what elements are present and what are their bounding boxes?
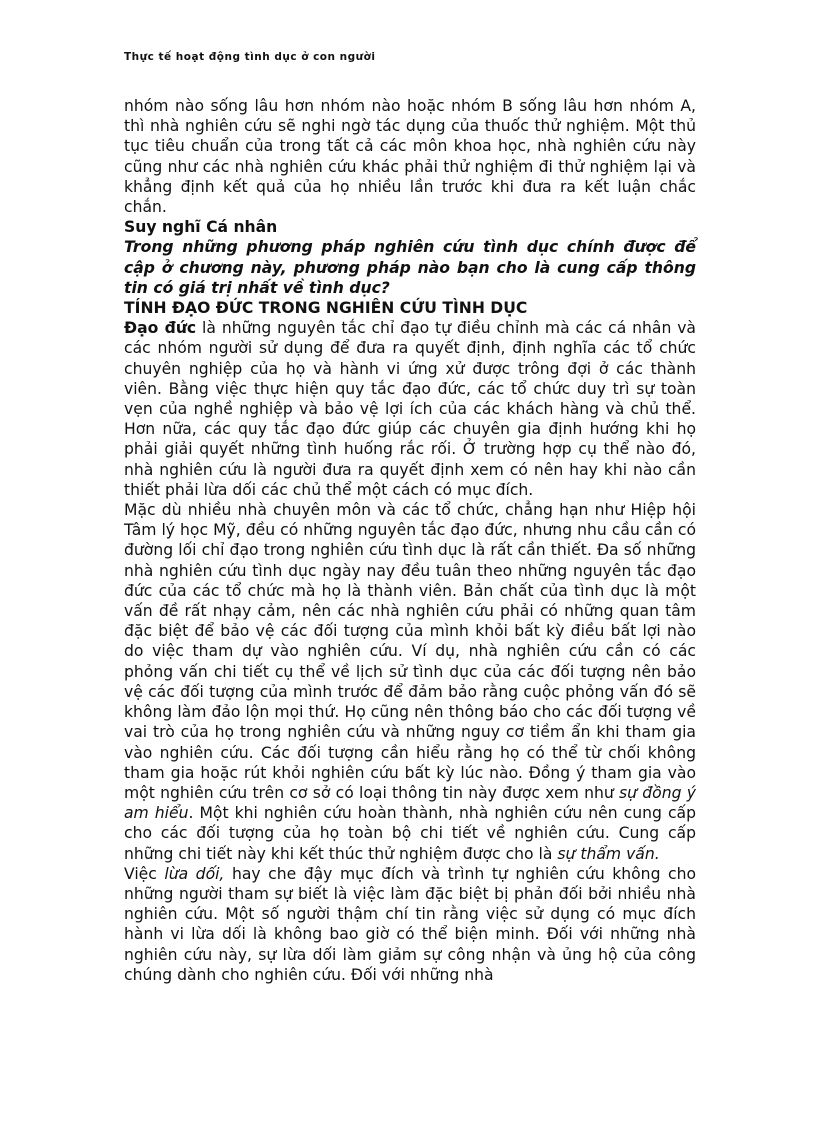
paragraph-text: Mặc dù nhiều nhà chuyên môn và các tổ chức, chẳng hạn như Hiệp hội Tâm lý học Mỹ, đều có những nguyên tắc đạo đức, nhưng nhu cầu cần có đường lối chỉ đạo trong nghiên cứu tình dục là rất cần thiết. Đa số những nhà nghiên cứu tình dục ngày nay đều tuân theo những nguyên tắc đạo đức của các tổ chức mà họ là thành viên. Bản chất của tình dục là một vấn đề rất nhạy cảm, nên các nhà nghiên cứu phải có những quan tâm đặc biệt để bảo vệ các đối tượng của mình khỏi bất kỳ điều bất lợi nào do việc tham dự vào nghiên cứu. Ví dụ, nhà nghiên cứu cần có các phỏng vấn chi tiết cụ thể về lịch sử tình dục của các đối tượng nên bảo vệ các đối tượng của mình trước để đảm bảo rằng cuộc phỏng vấn đó sẽ không làm đảo lộn mọi thứ. Họ cũng nên thông báo cho các đối tượng về vai trò của họ trong nghiên cứu và những nguy cơ tiềm ẩn khi tham gia vào nghiên cứu. Các đối tượng cần hiểu rằng họ có thể từ chối không tham gia hoặc rút khỏi nghiên cứu bất kỳ lúc nào. Đồng ý tham gia vào một nghiên cứu trên cơ sở có loại thông tin này được xem như bbox=[124, 501, 696, 802]
continued-paragraph: nhóm nào sống lâu hơn nhóm nào hoặc nhóm B sống lâu hơn nhóm A, thì nhà nghiên cứu sẽ nghi ngờ tác dụng của thuốc thử nghiệm. Một thủ tục tiêu chuẩn của trong tất cả các môn khoa học, nhà nghiên cứu này cũng như các nhà nghiên cứu khác phải thử nghiệm đi thử nghiệm lại và khẳng định kết quả của họ nhiều lần trước khi đưa ra kết luận chắc chắn. bbox=[124, 97, 696, 217]
term-informed-consent: sự đồng ý am hiểu bbox=[124, 783, 696, 823]
paragraph-text: Việc bbox=[124, 864, 165, 883]
running-header: Thực tế hoạt động tình dục ở con người bbox=[124, 51, 376, 63]
document-body bbox=[124, 96, 696, 985]
paragraph-deception bbox=[124, 864, 696, 985]
paragraph-text: . Một khi nghiên cứu hoàn thành, nhà nghiên cứu nên cung cấp cho các đối tượng của họ toàn bộ chi tiết về nghiên cứu. Cung cấp những chi tiết này khi kết thúc thử nghiệm được cho là bbox=[124, 804, 696, 863]
paragraph-guidelines bbox=[124, 500, 696, 864]
paragraph-text: hay che đậy mục đích và trình tự nghiên cứu không cho những người tham sự biết là việc làm đặc biệt bị phản đối bởi nhiều nhà nghiên cứu. Một số người thậm chí tin rằng việc sử dụng có mục đích hành vi lừa dối là không bao giờ có thể biện minh. Đối với những nhà nghiên cứu này, sự lừa dối làm giảm sự công nhận và ủng hộ của công chúng dành cho nghiên cứu. Đối với những nhà bbox=[124, 864, 696, 984]
term-debriefing: sự thẩm vấn. bbox=[557, 844, 660, 863]
term-ethics: Đạo đức bbox=[124, 319, 197, 338]
reflection-question: Trong những phương pháp nghiên cứu tình dục chính được để cập ở chương này, phương pháp nào bạn cho là cung cấp thông tin có giá trị nhất về tình dục? bbox=[124, 238, 696, 297]
paragraph-ethics-definition bbox=[124, 318, 696, 500]
paragraph-text: là những nguyên tắc chỉ đạo tự điều chỉnh mà các cá nhân và các nhóm người sử dụng để đưa ra quyết định, định nghĩa các tổ chức chuyên nghiệp của họ và hành vi ứng xử được trông đợi ở các thành viên. Bằng việc thực hiện quy tắc đạo đức, các tổ chức duy trì sự toàn vẹn của nghề nghiệp và bảo vệ lợi ích của các khách hàng và chủ thể. Hơn nữa, các quy tắc đạo đức giúp các chuyên gia định hướng khi họ phải giải quyết những tình huống rắc rối. Ở trường hợp cụ thể nào đó, nhà nghiên cứu là người đưa ra quyết định xem có nên hay khi nào cần thiết phải lừa dối các chủ thể một cách có mục đích. bbox=[124, 319, 696, 499]
personal-reflection-heading: Suy nghĩ Cá nhân bbox=[124, 218, 278, 237]
section-heading: TÍNH ĐẠO ĐỨC TRONG NGHIÊN CỨU TÌNH DỤC bbox=[124, 299, 528, 318]
term-deception: lừa dối, bbox=[164, 864, 225, 883]
